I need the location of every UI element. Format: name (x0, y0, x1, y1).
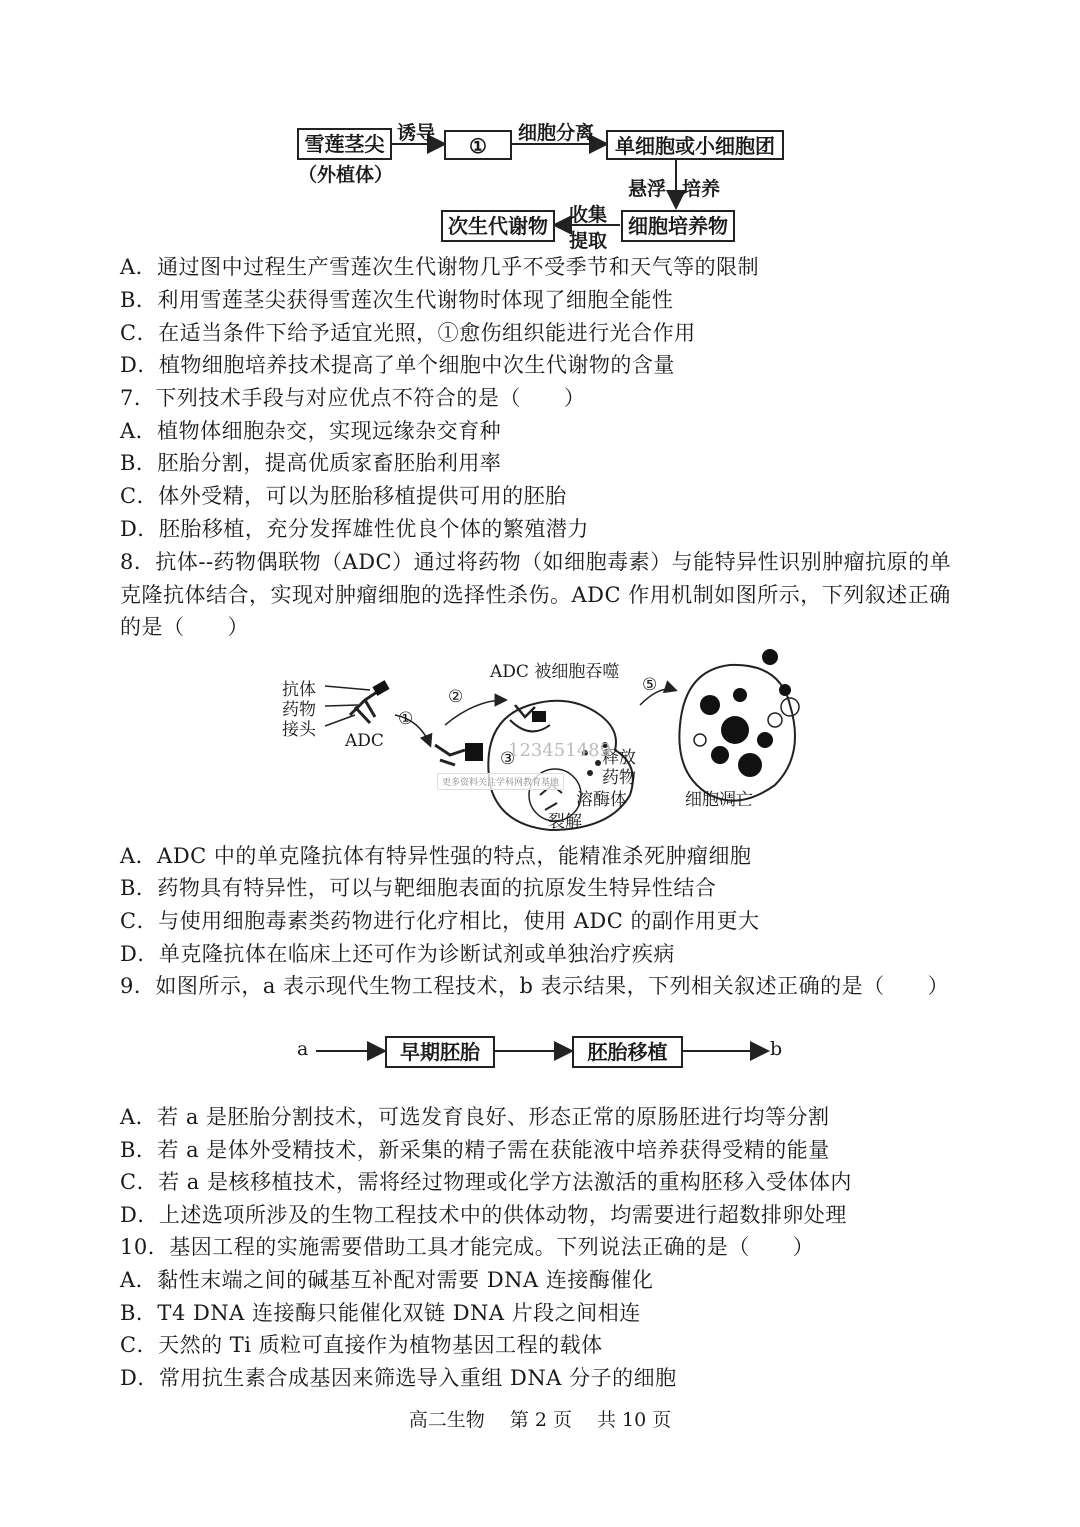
label-lysosome: 溶酶体 (576, 790, 627, 810)
q7-option-d: D．胚胎移植，充分发挥雄性优良个体的繁殖潜力 (120, 517, 589, 541)
q10-option-c: C．天然的 Ti 质粒可直接作为植物基因工程的载体 (120, 1333, 603, 1357)
box-cell-culture: 细胞培养物 (621, 210, 735, 242)
arrow-separate-label: 细胞分离 (518, 122, 595, 144)
box-secondary-metabolite: 次生代谢物 (441, 210, 555, 242)
box-single-cell: 单细胞或小细胞团 (606, 130, 784, 160)
q9-box-embryo-transfer: 胚胎移植 (572, 1036, 683, 1068)
q8-option-d: D．单克隆抗体在临床上还可作为诊断试剂或单独治疗疾病 (120, 942, 675, 966)
label-release-drug: 药物 (602, 768, 636, 788)
q7-stem: 7．下列技术手段与对应优点不符合的是（ ） (120, 386, 586, 410)
label-adc: ADC (345, 731, 384, 751)
box-source: 雪莲茎尖 (297, 128, 392, 160)
arrow-extract-label: 提取 (569, 230, 608, 252)
q8-stem-line2: 克隆抗体结合，实现对肿瘤细胞的选择性杀伤。ADC 作用机制如图所示，下列叙述正确 (120, 583, 951, 607)
q9-option-c: C．若 a 是核移植技术，需将经过物理或化学方法激活的重构胚移入受体体内 (120, 1170, 852, 1194)
label-apoptosis: 细胞凋亡 (685, 790, 753, 810)
step-3: ③ (500, 749, 516, 769)
q9-label-a: a (297, 1038, 309, 1060)
arrow-collect-label: 收集 (569, 204, 608, 226)
q8-option-a: A．ADC 中的单克隆抗体有特异性强的特点，能精准杀死肿瘤细胞 (120, 844, 752, 868)
label-linker: 接头 (282, 720, 316, 740)
label-release: 释放 (602, 748, 636, 768)
q6-flowchart (0, 0, 1080, 250)
watermark-number: 123451489 (508, 740, 612, 761)
q9-label-b: b (770, 1038, 783, 1060)
q8-stem-line1: 8．抗体--药物偶联物（ADC）通过将药物（如细胞毒素）与能特异性识别肿瘤抗原的单 (120, 550, 952, 574)
q6-option-c: C．在适当条件下给予适宜光照，①愈伤组织能进行光合作用 (120, 321, 696, 345)
q6-option-a: A．通过图中过程生产雪莲次生代谢物几乎不受季节和天气等的限制 (120, 255, 760, 279)
q9-flowchart (0, 1020, 1080, 1080)
label-lysis: 裂解 (548, 812, 582, 832)
q8-stem-line3: 的是（ ） (120, 615, 249, 639)
label-antibody: 抗体 (282, 680, 316, 700)
q6-option-b: B．利用雪莲茎尖获得雪莲次生代谢物时体现了细胞全能性 (120, 288, 674, 312)
page-footer: 高二生物 第 2 页 共 10 页 (408, 1409, 672, 1431)
q9-flowchart-arrows (0, 1020, 1080, 1080)
q10-option-d: D．常用抗生素合成基因来筛选导入重组 DNA 分子的细胞 (120, 1366, 677, 1390)
label-drug: 药物 (282, 700, 316, 720)
q10-option-b: B．T4 DNA 连接酶只能催化双链 DNA 片段之间相连 (120, 1301, 641, 1325)
q9-option-b: B．若 a 是体外受精技术，新采集的精子需在获能液中培养获得受精的能量 (120, 1138, 830, 1162)
box-source-sub: （外植体） (298, 164, 394, 186)
q9-option-d: D．上述选项所涉及的生物工程技术中的供体动物，均需要进行超数排卵处理 (120, 1203, 847, 1227)
step-2: ② (448, 687, 464, 707)
q7-option-c: C．体外受精，可以为胚胎移植提供可用的胚胎 (120, 484, 567, 508)
q9-box-early-embryo: 早期胚胎 (385, 1036, 495, 1068)
box-step1: ① (444, 130, 512, 160)
q7-option-b: B．胚胎分割，提高优质家畜胚胎利用率 (120, 451, 502, 475)
q9-option-a: A．若 a 是胚胎分割技术，可选发育良好、形态正常的原肠胚进行均等分割 (120, 1105, 830, 1129)
arrow-culture-label: 培养 (682, 178, 721, 200)
q9-stem: 9．如图所示，a 表示现代生物工程技术，b 表示结果，下列相关叙述正确的是（ ） (120, 974, 950, 998)
q8-option-c: C．与使用细胞毒素类药物进行化疗相比，使用 ADC 的副作用更大 (120, 909, 760, 933)
arrow-suspend-label: 悬浮 (628, 178, 667, 200)
arrow-induce-label: 诱导 (397, 122, 436, 144)
step-1: ① (398, 709, 414, 729)
step-5: ⑤ (642, 675, 658, 695)
q10-option-a: A．黏性末端之间的碱基互补配对需要 DNA 连接酶催化 (120, 1268, 654, 1292)
q10-stem: 10．基因工程的实施需要借助工具才能完成。下列说法正确的是（ ） (120, 1235, 815, 1259)
q8-option-b: B．药物具有特异性，可以与靶细胞表面的抗原发生特异性结合 (120, 876, 717, 900)
watermark-banner: 更多资料关注学科网教育基地 (437, 773, 564, 790)
q7-option-a: A．植物体细胞杂交，实现远缘杂交育种 (120, 419, 502, 443)
q6-option-d: D．植物细胞培养技术提高了单个细胞中次生代谢物的含量 (120, 353, 675, 377)
label-engulf: ADC 被细胞吞噬 (490, 662, 620, 682)
